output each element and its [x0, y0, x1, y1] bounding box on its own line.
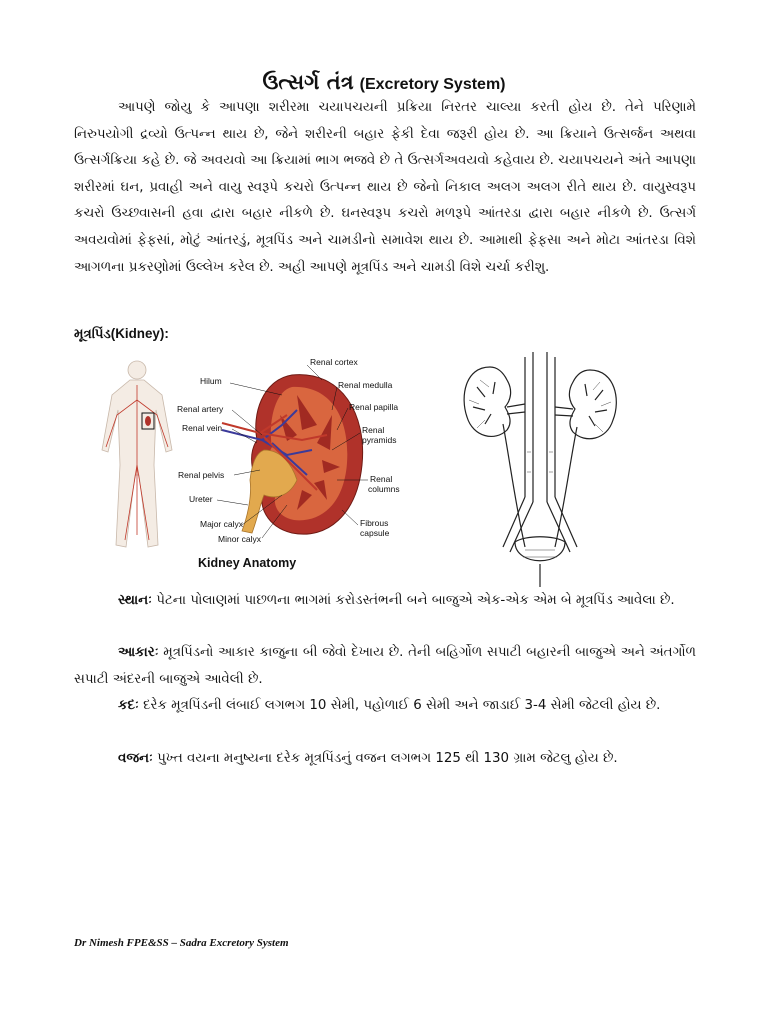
- label-minor-calyx: Minor calyx: [218, 534, 261, 544]
- label-ureter: Ureter: [189, 494, 213, 504]
- kidney-anatomy-figure: [92, 355, 400, 585]
- figure-caption: Kidney Anatomy: [198, 556, 297, 570]
- location-label: સ્થાનઃ: [118, 593, 152, 608]
- urinary-system-drawing: [455, 352, 625, 592]
- weight-text: પુખ્ત વયના મનુષ્યના દરેક મૂત્રપિંડનું વજન લગભગ 125 થી 130 ગ્રામ જેટલુ હોય છે.: [157, 751, 618, 766]
- label-renal-columns-2: columns: [368, 484, 400, 494]
- label-fibrous-capsule-2: capsule: [360, 528, 390, 538]
- title-english: (Excretory System): [359, 76, 506, 93]
- size-text: દરેક મૂત્રપિંડની લંબાઈ લગભગ 10 સેમી, પહોળાઈ 6 સેમી અને જાડાઈ 3-4 સેમી જેટલી હોય છે.: [143, 698, 661, 713]
- label-renal-pelvis: Renal pelvis: [178, 470, 225, 480]
- kidney-heading-english: (Kidney):: [110, 326, 169, 341]
- location-paragraph: [74, 588, 696, 615]
- weight-paragraph: [74, 746, 696, 773]
- aorta-drawing: [533, 352, 547, 502]
- label-renal-vein: Renal vein: [182, 423, 223, 433]
- label-renal-cortex: Renal cortex: [310, 357, 358, 367]
- page-footer: Dr Nimesh FPE&SS – Sadra Excretory System: [74, 937, 289, 949]
- label-major-calyx: Major calyx: [200, 519, 243, 529]
- right-ureter-drawing: [555, 427, 577, 547]
- label-fibrous-capsule-1: Fibrous: [360, 518, 389, 528]
- left-ureter-drawing: [503, 424, 525, 547]
- weight-label: વજનઃ: [118, 751, 153, 766]
- title-gujarati: ઉત્સર્ગ તંત્ર: [262, 70, 354, 94]
- label-renal-pyramids-1: Renal: [362, 425, 385, 435]
- label-renal-artery: Renal artery: [177, 404, 224, 414]
- kidney-cross-section: [222, 375, 363, 535]
- label-renal-columns-1: Renal: [370, 474, 393, 484]
- intro-paragraph: આપણે જોયુ કે આપણા શરીરમા ચયાપચયની પ્રક્રિયા નિરતર ચાલ્યા કરતી હોય છે. તેને પરિણામે નિરુપયોગી દ્રવ્યો ઉત્પન્ન થાય છે, જેને શરીરની બહાર ફેકી દેવા જરૂરી હોય છે. આ ક્રિયાને ઉત્સર્જન અથવા ઉત્સર્ગક્રિયા કહે છે. જે અવયવો આ ક્રિયામાં ભાગ ભજવે છે તે ઉત્સર્ગઅવયવો કહેવાય છે. ચયાપચયને અંતે આપણા શરીરમાં ઘન, પ્રવાહી અને વાયુ સ્વરૂપે કચરો ઉત્પન્ન થાય છે જેનો નિકાલ અલગ અલગ રીતે થાય છે. વાયુસ્વરૂપ કચરો ઉચ્છવાસની હવા દ્વારા બહાર નીકળે છે. ઘનસ્વરૂપ કચરો મળરૂપે આંતરડા દ્વારા બહાર નીકળે છે. ઉત્સર્ગ અવયવોમાં ફેફસાં, મોટું આંતરડું, મૂત્રપિંડ અને ચામડીનો સમાવેશ થાય છે. આમાથી ફેફસા અને મોટા આંતરડા વિશે આગળના પ્રકરણોમાં ઉલ્લેખ કરેલ છે. અહી આપણે મૂત્રપિંડ અને ચામડી વિશે ચર્ચા કરીશુ.: [74, 100, 696, 275]
- location-text: પેટના પોલાણમાં પાછળના ભાગમાં કરોડસ્તંભની બને બાજુએ એક-એક એમ બે મૂત્રપિંડ આવેલા છે.: [156, 593, 675, 608]
- shape-text: મૂત્રપિંડનો આકાર કાજુના બી જેવો દેખાય છે. તેની બહિર્ગોળ સપાટી બહારની બાજુએ અને અંતર્ગોળ સપાટી અંદરની બાજુએ આવેલી છે.: [74, 645, 696, 687]
- size-label: કદઃ: [118, 698, 139, 713]
- shape-paragraph: [74, 640, 696, 693]
- shape-label: આકારઃ: [118, 645, 159, 660]
- label-renal-medulla: Renal medulla: [338, 380, 393, 390]
- kidney-heading-gujarati: મૂત્રપિંડ: [74, 327, 111, 342]
- page-title: [0, 70, 768, 95]
- label-renal-papilla: Renal papilla: [349, 402, 399, 412]
- label-hilum: Hilum: [200, 376, 222, 386]
- kidney-heading: [74, 326, 169, 342]
- size-paragraph: [74, 693, 696, 720]
- label-renal-pyramids-2: pyramids: [362, 435, 397, 445]
